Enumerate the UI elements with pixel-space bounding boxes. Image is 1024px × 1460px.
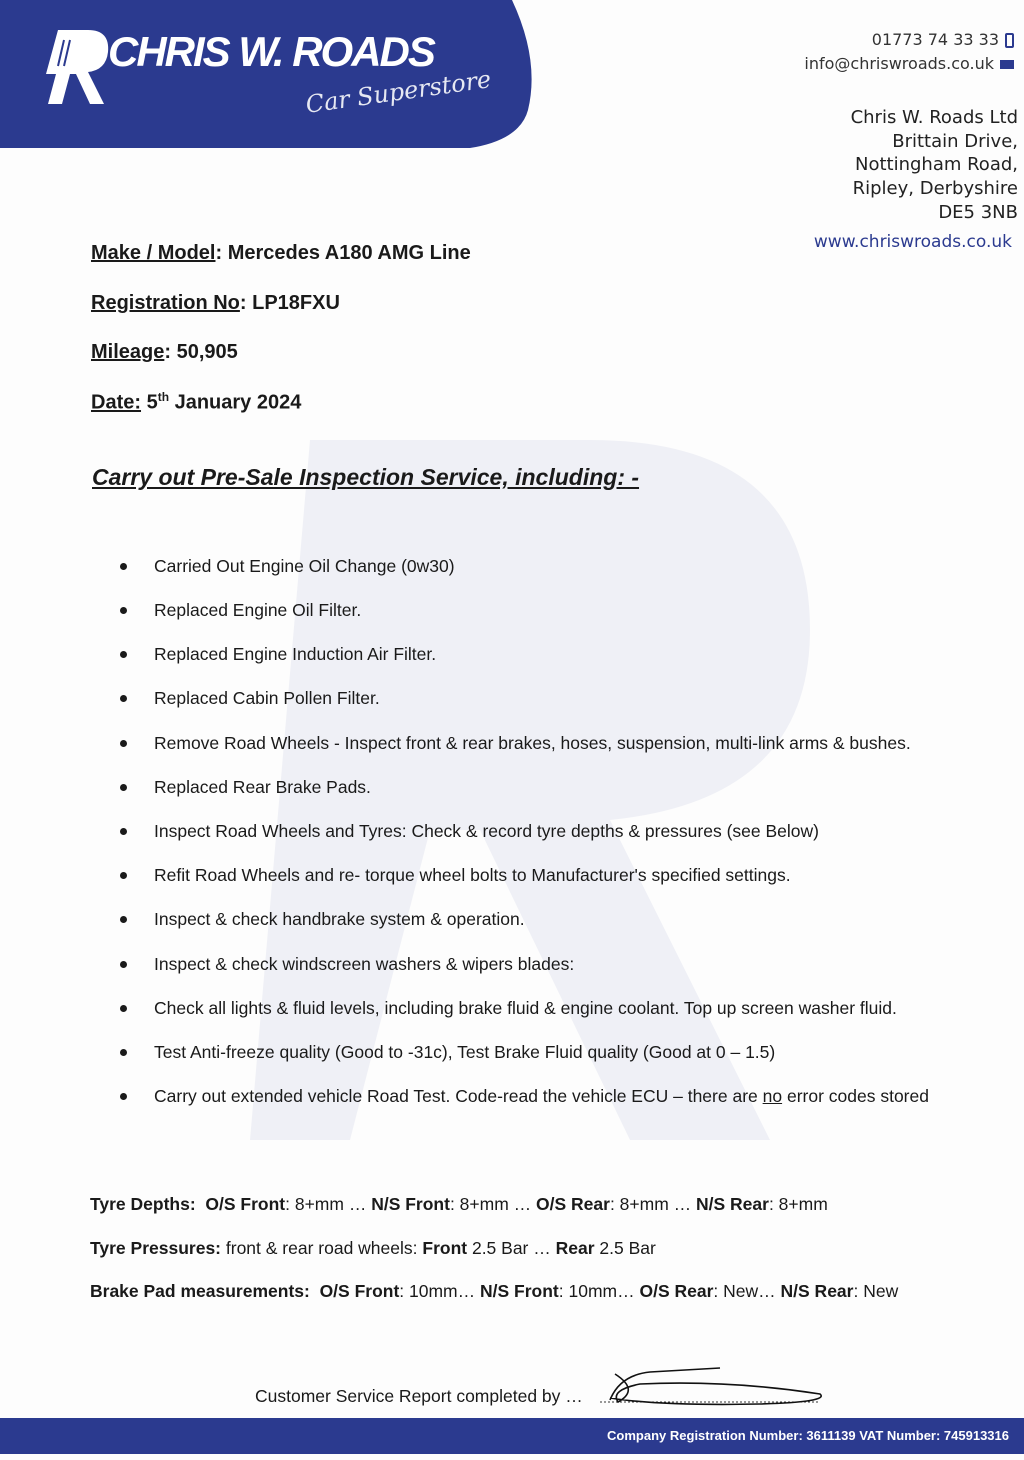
ns-front-label: N/S Front bbox=[371, 1194, 450, 1214]
address-line: DE5 3NB bbox=[938, 201, 1018, 223]
bullet-icon bbox=[120, 872, 127, 879]
registration-label: Registration No bbox=[91, 292, 240, 314]
item-text: Replaced Engine Oil Filter. bbox=[154, 600, 362, 620]
list-item bbox=[0, 729, 1000, 759]
item-text: Inspect Road Wheels and Tyres: Check & record tyre depths & pressures (see Below) bbox=[154, 821, 819, 841]
tyre-pressures-line bbox=[90, 1238, 656, 1259]
date-suffix: th bbox=[157, 390, 170, 404]
company-registration: Company Registration Number: 3611139 VAT Number: 745913316 bbox=[607, 1428, 1009, 1443]
list-item bbox=[0, 684, 1000, 714]
address-line: Chris W. Roads Ltd bbox=[850, 107, 1018, 128]
bullet-icon bbox=[120, 784, 127, 791]
item-text: Carried Out Engine Oil Change (0w30) bbox=[154, 556, 455, 576]
brand-tagline: Car Superstore bbox=[303, 65, 493, 119]
bullet-icon bbox=[120, 961, 127, 968]
bullet-icon bbox=[120, 1093, 127, 1100]
email-line bbox=[804, 52, 1014, 76]
bullet-icon bbox=[120, 695, 127, 702]
list-item bbox=[0, 861, 1000, 891]
list-item bbox=[0, 950, 1000, 980]
front-pressure: 2.5 Bar … bbox=[467, 1238, 556, 1258]
address-line: Nottingham Road, bbox=[854, 154, 1018, 176]
phone-icon bbox=[1005, 33, 1014, 48]
mileage-label: Mileage bbox=[91, 341, 165, 363]
bullet-icon bbox=[120, 607, 127, 614]
make-model-label: Make / Model bbox=[91, 242, 216, 264]
item-text: Replaced Cabin Pollen Filter. bbox=[154, 688, 380, 708]
item-text: Replaced Rear Brake Pads. bbox=[154, 777, 371, 797]
os-front-label: O/S Front bbox=[205, 1194, 286, 1214]
brand-header-band bbox=[0, 0, 560, 150]
registration-field: Registration No: LP18FXU bbox=[91, 292, 340, 314]
tyre-pressures-intro: front & rear road wheels: bbox=[221, 1238, 423, 1258]
make-model-field: Make / Model: Mercedes A180 AMG Line bbox=[91, 242, 471, 264]
item-text: Replaced Engine Induction Air Filter. bbox=[154, 644, 437, 664]
os-rear-label: O/S Rear bbox=[639, 1281, 714, 1301]
ns-front-label: N/S Front bbox=[480, 1281, 559, 1301]
tyre-depths-label: Tyre Depths: bbox=[90, 1194, 196, 1214]
mail-icon bbox=[1000, 60, 1014, 69]
front-label: Front bbox=[422, 1238, 468, 1258]
item-text: Inspect & check handbrake system & operation. bbox=[154, 909, 525, 929]
footer-band bbox=[0, 1418, 1024, 1454]
date-day: 5 bbox=[146, 391, 158, 414]
os-front-depth: : 8+mm … bbox=[285, 1194, 372, 1214]
ns-rear-depth: : 8+mm bbox=[768, 1194, 828, 1214]
item-text: Test Anti-freeze quality (Good to -31c), Test Brake Fluid quality (Good at 0 – 1.5) bbox=[154, 1042, 776, 1062]
signature-icon bbox=[580, 1360, 840, 1410]
rear-label: Rear bbox=[555, 1238, 595, 1258]
mileage-value: 50,905 bbox=[176, 341, 238, 363]
list-item bbox=[0, 994, 1000, 1024]
company-address bbox=[851, 106, 1018, 225]
tyre-pressures-label: Tyre Pressures: bbox=[90, 1238, 222, 1258]
os-rear-depth: : 8+mm … bbox=[609, 1194, 696, 1214]
email-address: info@chriswroads.co.uk bbox=[804, 54, 994, 73]
service-heading: Carry out Pre-Sale Inspection Service, including: - bbox=[92, 464, 640, 490]
os-front-pad: : 10mm… bbox=[399, 1281, 480, 1301]
phone-line bbox=[804, 28, 1014, 52]
list-item bbox=[0, 905, 1000, 935]
date-field bbox=[91, 390, 301, 415]
website-url: www.chriswroads.co.uk bbox=[813, 232, 1012, 252]
bullet-icon bbox=[120, 1005, 127, 1012]
rear-pressure: 2.5 Bar bbox=[594, 1238, 656, 1258]
bullet-icon bbox=[120, 740, 127, 747]
list-item bbox=[0, 817, 1000, 847]
ns-rear-label: N/S Rear bbox=[696, 1194, 769, 1214]
os-front-label: O/S Front bbox=[319, 1281, 400, 1301]
make-model-value: Mercedes A180 AMG Line bbox=[227, 242, 471, 264]
brake-pads-line bbox=[90, 1281, 898, 1302]
bullet-icon bbox=[120, 828, 127, 835]
date-label: Date: bbox=[91, 391, 142, 414]
list-item bbox=[0, 1038, 1000, 1068]
item-emphasis: no bbox=[762, 1086, 783, 1106]
list-item bbox=[0, 552, 1000, 582]
ns-rear-label: N/S Rear bbox=[780, 1281, 854, 1301]
item-text: Refit Road Wheels and re- torque wheel bolts to Manufacturer's specified settings. bbox=[154, 865, 791, 885]
ns-front-depth: : 8+mm … bbox=[449, 1194, 536, 1214]
signoff-text: Customer Service Report completed by … bbox=[255, 1386, 583, 1406]
address-line: Ripley, Derbyshire bbox=[852, 178, 1018, 200]
bullet-icon bbox=[120, 563, 127, 570]
item-text-part: Carry out extended vehicle Road Test. Code-read the vehicle ECU – there are bbox=[154, 1086, 763, 1106]
registration-value: LP18FXU bbox=[252, 292, 340, 314]
item-text: Check all lights & fluid levels, including brake fluid & engine coolant. Top up screen washer fluid. bbox=[154, 998, 897, 1018]
bullet-icon bbox=[120, 916, 127, 923]
item-text-part: error codes stored bbox=[782, 1086, 929, 1106]
contact-block bbox=[804, 28, 1014, 76]
mileage-field: Mileage: 50,905 bbox=[91, 341, 238, 363]
list-item bbox=[0, 640, 1000, 670]
list-item bbox=[0, 773, 1000, 803]
brake-pads-label: Brake Pad measurements: bbox=[90, 1281, 310, 1301]
brand-name: CHRIS W. ROADS bbox=[108, 28, 434, 75]
item-text: Remove Road Wheels - Inspect front & rear brakes, hoses, suspension, multi-link arms & bushes. bbox=[154, 733, 911, 753]
phone-number: 01773 74 33 33 bbox=[871, 30, 999, 49]
item-text: Inspect & check windscreen washers & wipers blades: bbox=[154, 954, 575, 974]
os-rear-label: O/S Rear bbox=[536, 1194, 610, 1214]
tyre-depths-line bbox=[90, 1194, 828, 1215]
date-rest: January 2024 bbox=[174, 391, 302, 414]
address-line: Brittain Drive, bbox=[892, 130, 1018, 152]
ns-front-pad: : 10mm… bbox=[558, 1281, 640, 1301]
list-item bbox=[0, 1082, 1000, 1112]
ns-rear-pad: : New bbox=[853, 1281, 899, 1301]
list-item bbox=[0, 596, 1000, 626]
bullet-icon bbox=[120, 651, 127, 658]
os-rear-pad: : New… bbox=[713, 1281, 781, 1301]
item-text bbox=[154, 1086, 929, 1107]
bullet-icon bbox=[120, 1049, 127, 1056]
